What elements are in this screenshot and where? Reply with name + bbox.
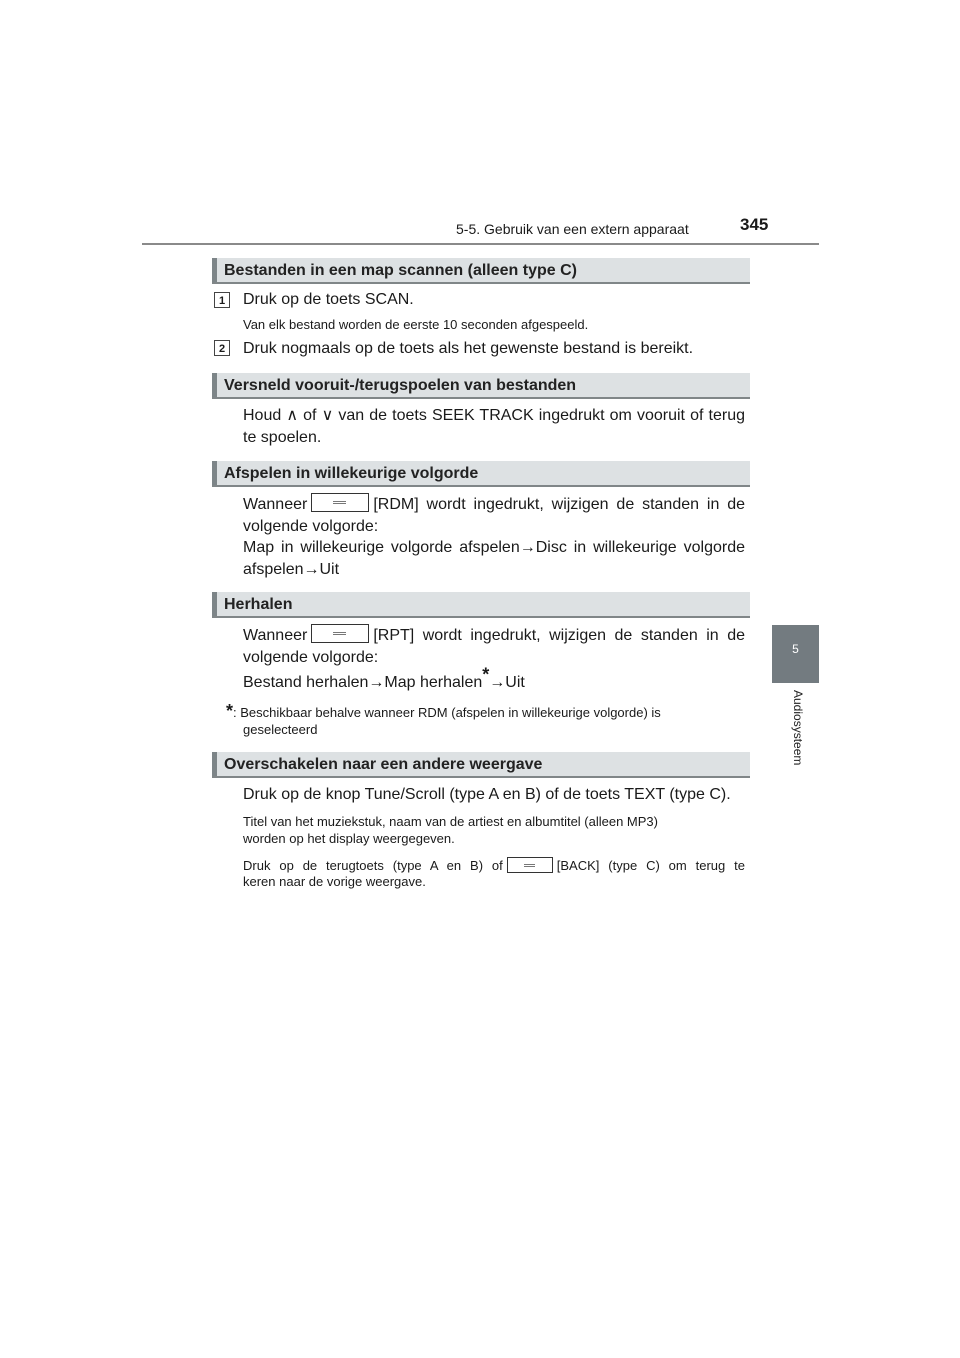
step-2-text: Druk nogmaals op de toets als het gewenste bestand is bereikt. — [243, 340, 694, 357]
random-line-2: volgende volgorde: — [243, 518, 379, 535]
footnote-star: * — [226, 701, 234, 721]
display-note-2-line-1: Druk op de terugtoets (type A en B) of [BACK] (type C) om terug te — [243, 858, 745, 873]
back-key-icon — [507, 857, 553, 873]
seek-line-2: te spoelen. — [243, 429, 322, 446]
repeat-line-2: volgende volgorde: — [243, 649, 379, 666]
section-heading-random — [212, 461, 750, 487]
section-heading-seek — [212, 373, 750, 399]
section-heading-scan — [212, 258, 750, 284]
section-heading-repeat — [212, 592, 750, 618]
step-number-2: 2 — [214, 340, 230, 356]
footnote-line-2: geselecteerd — [243, 722, 318, 737]
rpt-key-icon — [311, 624, 369, 643]
chapter-tab-label: Audiosysteem — [791, 690, 805, 766]
step-1-note: Van elk bestand worden de eerste 10 seconden afgespeeld. — [243, 317, 589, 332]
display-note-1-line-2: worden op het display weergegeven. — [243, 831, 455, 846]
section-heading-display — [212, 752, 750, 778]
header-divider — [142, 243, 819, 245]
section-title: Herhalen — [224, 596, 293, 613]
section-title: Overschakelen naar een andere weergave — [224, 756, 543, 773]
step-number-1: 1 — [214, 292, 230, 308]
random-line-4: afspelen→Uit — [243, 561, 340, 578]
random-line-1: Wanneer [RDM] wordt ingedrukt, wijzigen de standen in de — [243, 493, 745, 516]
chapter-tab: 5 — [772, 625, 819, 683]
rdm-key-icon — [311, 493, 369, 512]
section-title: Bestanden in een map scannen (alleen type C) — [224, 262, 577, 279]
repeat-line-3: Bestand herhalen→Map herhalen*→Uit — [243, 664, 525, 691]
display-note-2-line-2: keren naar de vorige weergave. — [243, 874, 426, 889]
display-line-1: Druk op de knop Tune/Scroll (type A en B) of de toets TEXT (type C). — [243, 786, 731, 803]
step-1-text: Druk op de toets SCAN. — [243, 291, 414, 308]
display-note-1-line-1: Titel van het muziekstuk, naam van de artiest en albumtitel (alleen MP3) — [243, 814, 658, 829]
page-number: 345 — [740, 215, 769, 234]
seek-line-1: Houd ∧ of ∨ van de toets SEEK TRACK ingedrukt om vooruit of terug — [243, 407, 745, 424]
repeat-line-1: Wanneer [RPT] wordt ingedrukt, wijzigen de standen in de — [243, 624, 745, 647]
footnote-marker: * — [482, 664, 490, 685]
random-line-3: Map in willekeurige volgorde afspelen→Disc in willekeurige volgorde — [243, 539, 745, 556]
section-title: Versneld vooruit-/terugspoelen van bestanden — [224, 377, 577, 394]
footnote: *: Beschikbaar behalve wanneer RDM (afspelen in willekeurige volgorde) is — [226, 701, 661, 721]
section-title: Afspelen in willekeurige volgorde — [224, 465, 479, 482]
section-header: 5-5. Gebruik van een extern apparaat — [456, 221, 689, 237]
